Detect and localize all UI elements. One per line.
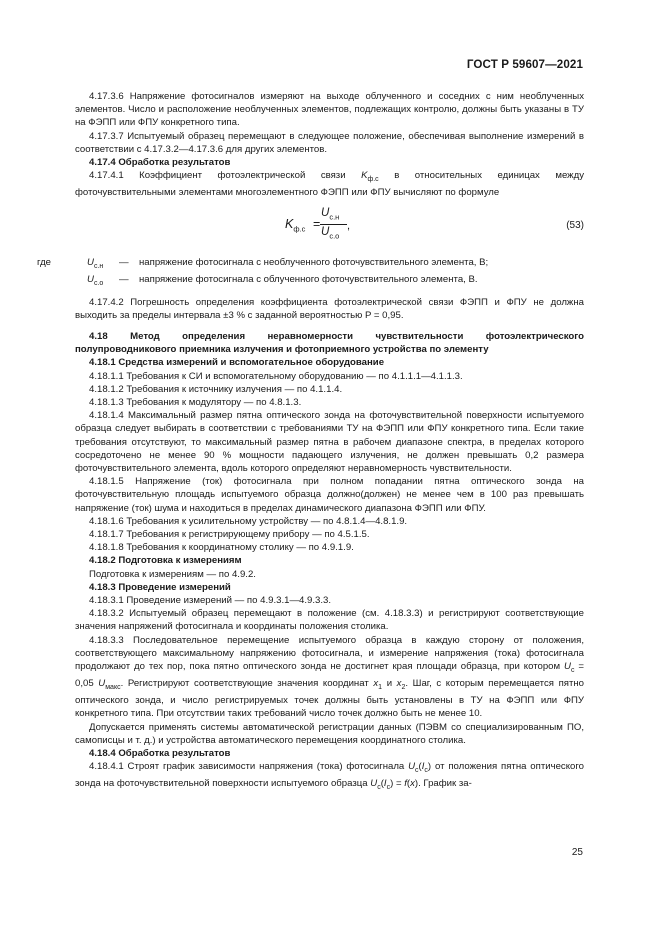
page-number: 25 xyxy=(571,847,583,858)
paragraph: 4.17.4.2 Погрешность определения коэффициента фотоэлектрической связи ФЭПП и ФПУ не должна выходить за пределы интервала ±3 % с заданной вероятностью P = 0,95. xyxy=(75,296,584,321)
document-header: ГОСТ Р 59607—2021 xyxy=(466,58,583,71)
paragraph: 4.18.1.4 Максимальный размер пятна оптического зонда на фоточувствительной поверхности испытуемого образца следует выбирать в соответствии с требованиями ТУ на ФЭПП или ФПУ конкретного типа. Если такие требования отсутствуют, то максимальный размер пятна в рабочем диапазоне спектра, в пределах которого сосредоточено не менее 90 % мощности падающего излучения, не должен превышать 0,2 размера фоточувствительного элемента, вдоль которого определяют неравномерность чувствительности. xyxy=(75,410,584,474)
where-text: напряжение фотосигнала с облученного фоточувствительного элемента, В. xyxy=(139,273,478,285)
formula-equals: = xyxy=(313,216,321,231)
formula-lhs: $K_{ф.с}$ xyxy=(285,216,306,234)
section-heading: 4.18.3 Проведение измерений xyxy=(89,581,231,593)
formula-comma: , xyxy=(347,219,351,232)
paragraph: 4.18.3.1 Проведение измерений — по 4.9.3.1—4.9.3.3. xyxy=(89,595,332,606)
paragraph: 4.18.1.3 Требования к модулятору — по 4.8.1.3. xyxy=(89,396,302,408)
where-label: где xyxy=(37,256,52,268)
section-heading: 4.18 Метод определения неравномерности чувствительности фотоэлектрического полупроводникового приемника излучения и фотоприемного устройства по элементу xyxy=(75,330,584,356)
paragraph: 4.17.3.6 Напряжение фотосигналов измеряют на выходе облученного и соседних с ним необлученных элементов. Число и расположение необлученных элементов, подлежащих контролю, должны быть указаны в ТУ на ФЭПП или ФПУ конкретного типа. xyxy=(75,91,584,129)
paragraph: 4.18.1.1 Требования к СИ и вспомогательному оборудованию — по 4.1.1.1—4.1.1.3. xyxy=(89,370,463,382)
section-heading: 4.18.4 Обработка результатов xyxy=(89,748,231,760)
where-block xyxy=(37,256,584,290)
document-body xyxy=(37,90,584,794)
fraction-bar xyxy=(320,224,347,225)
equation-number: (53) xyxy=(566,219,584,231)
paragraph: 4.18.1.6 Требования к усилительному устройству — по 4.8.1.4—4.8.1.9. xyxy=(89,515,408,527)
paragraph: 4.18.3.2 Испытуемый образец перемещают в положение (см. 4.18.3.3) и регистрируют соответствующие значения напряжений фотосигнала и координаты положения столика. xyxy=(75,608,584,633)
paragraph: 4.18.4.1 Строят график зависимости напряжения (тока) фотосигнала $U_с(I_с)$ от положения пятна оптического зонда на фоточувствительной поверхности испытуемого образца $U_с(I_с) = f(x)$. График за- xyxy=(75,761,584,792)
where-row xyxy=(75,273,584,290)
paragraph: Допускается применять системы автоматической регистрации данных (ПЭВМ со специализированным ПО, самописцы и т. д.) и устройства автоматического перемещения координатного столика. xyxy=(75,721,584,746)
paragraph: 4.18.1.5 Напряжение (ток) фотосигнала при полном попадании пятна оптического зонда на фоточувствительную площадь испытуемого образца должно(должен) не менее чем в 100 раз превышать напряжение (ток) шума и находиться в пределах динамического диапазона ФЭПП или ФПУ. xyxy=(75,476,584,514)
formula-53 xyxy=(75,202,584,250)
where-symbol: $U_{с.о}$ xyxy=(87,273,104,287)
where-dash: — xyxy=(119,256,129,268)
where-text: напряжение фотосигнала с необлученного фоточувствительного элемента, В; xyxy=(139,256,489,268)
section-heading: 4.17.4 Обработка результатов xyxy=(89,157,231,169)
paragraph: 4.18.1.2 Требования к источнику излучения — по 4.1.1.4. xyxy=(89,383,343,395)
formula-denominator: $U_{с.о}$ xyxy=(321,225,340,240)
section-heading: 4.18.2 Подготовка к измерениям xyxy=(89,555,242,567)
formula-numerator: $U_{с.н}$ xyxy=(321,206,340,221)
section-heading: 4.18.1 Средства измерений и вспомогательное оборудование xyxy=(89,357,385,369)
where-dash: — xyxy=(119,273,129,285)
paragraph: 4.18.1.8 Требования к координатному столику — по 4.9.1.9. xyxy=(89,542,354,554)
paragraph: 4.18.3.3 Последовательное перемещение испытуемого образца в каждую сторону от положения, соответствующего максимальному напряжению фотосигнала, и измерение напряжения (тока) фотосигнала продолжают до тех пор, пока пятно оптического зонда не достигнет края площади образца, при котором $U_с = 0,05$ $U_{макс}$. Регистрируют соответствующие значения координат $x_1$ и $x_2$. Шаг, с которым перемещается пятно оптического зонда, и число регистрируемых точек должны быть установлены в ТУ на ФЭПП или ФПУ конкретного типа. При отсутствии таких требований число точек должно быть не менее 10. xyxy=(75,634,584,720)
paragraph: 4.17.4.1 Коэффициент фотоэлектрической связи $K_{ф.с}$ в относительных единицах между фоточувствительными элементами многоэлементного ФЭПП или ФПУ вычисляют по формуле xyxy=(75,170,584,199)
where-row xyxy=(37,256,584,273)
paragraph: 4.18.1.7 Требования к регистрирующему прибору — по 4.5.1.5. xyxy=(89,528,370,540)
paragraph: Подготовка к измерениям — по 4.9.2. xyxy=(89,568,256,580)
paragraph: 4.17.3.7 Испытуемый образец перемещают в следующее положение, обеспечивая выполнение измерений в соответствии с 4.17.3.2—4.17.3.6 для других элементов. xyxy=(75,130,584,155)
where-symbol: $U_{с.н}$ xyxy=(87,256,104,270)
